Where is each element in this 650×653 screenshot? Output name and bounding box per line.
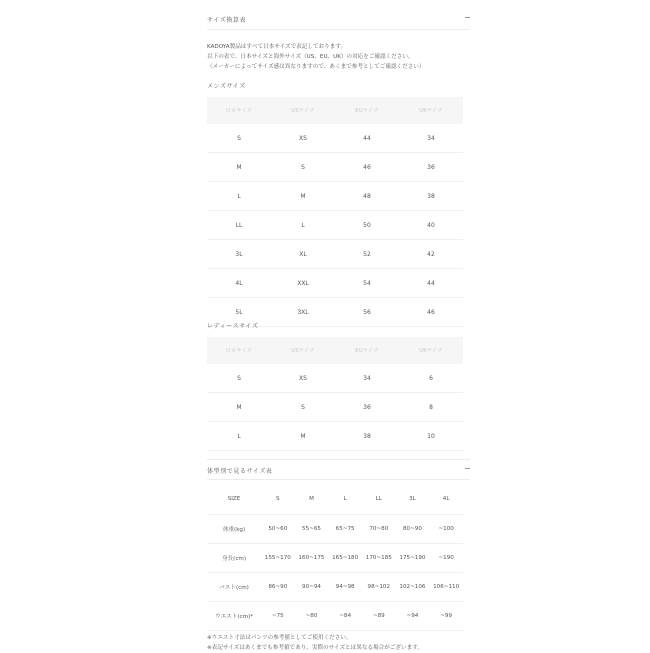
- table-row: [207, 182, 463, 211]
- size-notes: [207, 633, 423, 653]
- column-header: M: [295, 484, 329, 515]
- table-row: [207, 364, 463, 393]
- table-cell: 3L: [207, 240, 271, 269]
- table-row: [207, 602, 463, 631]
- table-cell: 36: [399, 153, 463, 182]
- size-guide-intro: [207, 42, 425, 72]
- column-header: L: [328, 484, 362, 515]
- table-cell: L: [207, 422, 271, 451]
- table-cell: 44: [335, 124, 399, 153]
- table-cell: ~80: [295, 602, 329, 631]
- table-cell: S: [207, 364, 271, 393]
- table-cell: ~89: [362, 602, 396, 631]
- table-row: [207, 573, 463, 602]
- table-row: [207, 269, 463, 298]
- table-cell: S: [271, 153, 335, 182]
- body-size-collapse-toggle[interactable]: −: [464, 464, 471, 473]
- mens-size-table: [207, 97, 463, 327]
- table-cell: 36: [335, 393, 399, 422]
- table-cell: 160~175: [295, 544, 329, 573]
- table-cell: 42: [399, 240, 463, 269]
- table-cell: 80~90: [396, 515, 430, 544]
- table-cell: XL: [271, 240, 335, 269]
- table-row: [207, 153, 463, 182]
- table-cell: ~94: [396, 602, 430, 631]
- table-cell: 54: [335, 269, 399, 298]
- table-cell: 65~75: [328, 515, 362, 544]
- column-header-eu: EUサイズ: [335, 97, 399, 124]
- table-cell: 10: [399, 422, 463, 451]
- table-cell: 48: [335, 182, 399, 211]
- column-header-us: USサイズ: [271, 337, 335, 364]
- table-cell: 165~180: [328, 544, 362, 573]
- row-label: 体重(kg): [207, 515, 261, 544]
- intro-line: 以下の表で、日本サイズと海外サイズ（US、EU、UK）の対応をご確認ください。: [207, 54, 414, 60]
- table-cell: 50: [335, 211, 399, 240]
- table-cell: 38: [399, 182, 463, 211]
- column-header-jp: 日本サイズ: [207, 337, 271, 364]
- table-cell: 155~170: [261, 544, 295, 573]
- table-row: [207, 515, 463, 544]
- column-header-us: USサイズ: [271, 97, 335, 124]
- table-cell: 3XL: [271, 298, 335, 327]
- table-cell: M: [271, 182, 335, 211]
- table-row: [207, 124, 463, 153]
- row-label: 身長(cm): [207, 544, 261, 573]
- column-header-size: SIZE: [207, 484, 261, 515]
- table-cell: M: [207, 393, 271, 422]
- table-header-row: [207, 484, 463, 515]
- table-cell: 44: [399, 269, 463, 298]
- table-cell: 34: [335, 364, 399, 393]
- note-line: ※表記サイズはあくまでも参考値であり、実際のサイズとは異なる場合がございます。: [207, 645, 423, 651]
- table-cell: ~100: [429, 515, 463, 544]
- section-divider: [207, 29, 470, 30]
- table-cell: 70~80: [362, 515, 396, 544]
- table-row: [207, 211, 463, 240]
- table-cell: 86~90: [261, 573, 295, 602]
- column-header: S: [261, 484, 295, 515]
- column-header-jp: 日本サイズ: [207, 97, 271, 124]
- table-row: [207, 422, 463, 451]
- table-cell: 8: [399, 393, 463, 422]
- column-header: 4L: [429, 484, 463, 515]
- body-size-table: [207, 484, 463, 631]
- table-cell: 46: [335, 153, 399, 182]
- table-cell: 106~110: [429, 573, 463, 602]
- column-header-uk: UKサイズ: [399, 97, 463, 124]
- table-cell: L: [207, 182, 271, 211]
- table-cell: ~190: [429, 544, 463, 573]
- section-divider: [207, 479, 470, 480]
- table-cell: 175~190: [396, 544, 430, 573]
- table-cell: LL: [207, 211, 271, 240]
- intro-line: （メーカーによってサイズ感は異なりますので、あくまで参考としてご確認ください）: [207, 64, 425, 70]
- table-header-row: [207, 97, 463, 124]
- table-cell: XXL: [271, 269, 335, 298]
- table-cell: 90~94: [295, 573, 329, 602]
- table-cell: 46: [399, 298, 463, 327]
- ladies-size-table: [207, 337, 463, 451]
- table-row: [207, 393, 463, 422]
- table-row: [207, 240, 463, 269]
- table-cell: S: [207, 124, 271, 153]
- table-cell: 56: [335, 298, 399, 327]
- table-cell: 38: [335, 422, 399, 451]
- row-label: ウエスト(cm)*: [207, 602, 261, 631]
- table-cell: 4L: [207, 269, 271, 298]
- column-header: LL: [362, 484, 396, 515]
- table-row: [207, 544, 463, 573]
- table-cell: 40: [399, 211, 463, 240]
- column-header-uk: UKサイズ: [399, 337, 463, 364]
- table-cell: XS: [271, 124, 335, 153]
- table-cell: 34: [399, 124, 463, 153]
- mens-size-title: メンズサイズ: [207, 83, 246, 90]
- table-cell: 50~60: [261, 515, 295, 544]
- intro-line: KADOYA製品はすべて日本サイズで表記しております。: [207, 44, 347, 50]
- row-label: バスト(cm): [207, 573, 261, 602]
- table-cell: 170~185: [362, 544, 396, 573]
- size-guide-collapse-toggle[interactable]: −: [464, 13, 471, 22]
- section-divider: [207, 459, 470, 460]
- table-cell: S: [271, 393, 335, 422]
- size-guide-title: サイズ換算表: [207, 17, 247, 24]
- table-header-row: [207, 337, 463, 364]
- table-cell: ~99: [429, 602, 463, 631]
- table-cell: 94~98: [328, 573, 362, 602]
- table-cell: M: [207, 153, 271, 182]
- table-cell: 102~106: [396, 573, 430, 602]
- table-cell: 52: [335, 240, 399, 269]
- column-header-eu: EUサイズ: [335, 337, 399, 364]
- table-cell: 5L: [207, 298, 271, 327]
- table-cell: ~84: [328, 602, 362, 631]
- table-cell: 6: [399, 364, 463, 393]
- table-cell: 55~65: [295, 515, 329, 544]
- column-header: 3L: [396, 484, 430, 515]
- table-cell: L: [271, 211, 335, 240]
- body-size-title: 体型別で見るサイズ表: [207, 468, 273, 475]
- ladies-size-title: レディースサイズ: [207, 323, 259, 330]
- table-cell: 98~102: [362, 573, 396, 602]
- note-line: ※ウエスト寸法はパンツの参考値としてご使用ください。: [207, 635, 352, 641]
- table-cell: XS: [271, 364, 335, 393]
- table-cell: M: [271, 422, 335, 451]
- table-cell: ~75: [261, 602, 295, 631]
